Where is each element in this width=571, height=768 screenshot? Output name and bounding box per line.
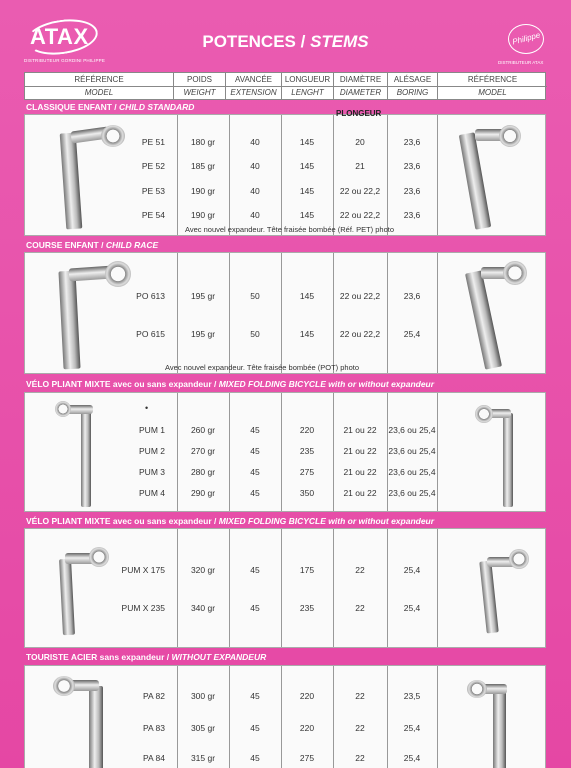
table-cell: 23,6 [403, 137, 421, 147]
logo-text: ATAX [30, 24, 89, 49]
table-cell: 23,6 ou 25,4 [388, 446, 436, 456]
table-cell: 25,4 [403, 565, 421, 575]
table-cell: 175 [299, 565, 315, 575]
table-cell: 315 gr [190, 753, 216, 763]
column-label: WEIGHT [183, 88, 216, 97]
section-title-part: VÉLO PLIANT MIXTE avec ou sans expandeur / [26, 516, 219, 526]
table-cell: 40 [250, 186, 260, 196]
table-row [25, 210, 545, 222]
column-label: MODEL [478, 88, 507, 97]
column-divider [387, 529, 388, 647]
table-row [25, 753, 545, 765]
table-cell: 45 [250, 603, 260, 613]
table-row [25, 565, 545, 577]
column-reference [25, 73, 173, 99]
table-cell: 275 [299, 467, 315, 477]
table-cell: 45 [250, 753, 260, 763]
table-cell: 50 [250, 291, 260, 301]
table-cell: PA 83 [142, 723, 165, 733]
table-cell: 22 [355, 753, 365, 763]
table-cell: 25,4 [403, 753, 421, 763]
table-cell: 21 ou 22 [343, 425, 377, 435]
table-cell: 25,4 [403, 603, 421, 613]
table-cell: 340 gr [190, 603, 216, 613]
table-cell: 45 [250, 425, 260, 435]
stem-photo-right [461, 261, 531, 371]
table-cell: 22 ou 22,2 [339, 186, 381, 196]
table-cell: PUM 2 [139, 446, 165, 456]
table-cell: 21 [355, 161, 365, 171]
table-row [25, 329, 545, 341]
section-child-race [24, 252, 546, 374]
section-title-part: CHILD RACE [105, 240, 159, 250]
column-divider [229, 253, 230, 373]
column-reference-right [437, 73, 547, 99]
table-cell: 190 gr [190, 210, 216, 220]
table-cell: 180 gr [190, 137, 216, 147]
table-cell: 25,4 [403, 723, 421, 733]
section-note: Avec nouvel expandeur. Tête fraisée bombée (POT) photo [165, 363, 360, 372]
table-cell: 22 [355, 603, 365, 613]
table-cell: 20 [355, 137, 365, 147]
table-cell: 305 gr [190, 723, 216, 733]
table-cell: 45 [250, 488, 260, 498]
column-label: DIAMETER [339, 88, 382, 97]
table-cell: 21 ou 22 [343, 446, 377, 456]
table-cell: PA 84 [142, 753, 165, 763]
dot-mark: • [145, 403, 149, 413]
section-title-part: MIXED FOLDING BICYCLE with or without expandeur [218, 516, 435, 526]
section-title-part: WITHOUT EXPANDEUR [171, 652, 267, 662]
section-folding-bicycle-2 [24, 528, 546, 648]
section-touring-steel [24, 665, 546, 768]
table-cell: 40 [250, 137, 260, 147]
plongeur-label: PLONGEUR [336, 109, 382, 118]
column-divider [281, 529, 282, 647]
table-row [25, 291, 545, 303]
section-title-folding-1 [26, 379, 434, 389]
table-cell: PUM 3 [139, 467, 165, 477]
table-cell: 22 ou 22,2 [339, 329, 381, 339]
table-cell: 45 [250, 446, 260, 456]
table-row [25, 137, 545, 149]
section-title-child-race [26, 240, 158, 250]
table-cell: 23,6 [403, 291, 421, 301]
table-cell: 21 ou 22 [343, 467, 377, 477]
column-label: RÉFÉRENCE [25, 73, 173, 87]
table-cell: 235 [299, 446, 315, 456]
column-divider [229, 529, 230, 647]
section-title-folding-2 [26, 516, 434, 526]
table-cell: 23,6 [403, 161, 421, 171]
table-cell: PUM X 235 [121, 603, 165, 613]
table-cell: 260 gr [190, 425, 216, 435]
table-cell: 145 [299, 291, 315, 301]
table-cell: 145 [299, 210, 315, 220]
table-cell: 350 [299, 488, 315, 498]
table-cell: PUM 1 [139, 425, 165, 435]
column-length [281, 73, 333, 99]
table-cell: 195 gr [190, 329, 216, 339]
table-cell: 23,6 [403, 186, 421, 196]
section-title-part: CHILD STANDARD [119, 102, 195, 112]
badge-subtitle: DISTRIBUTEUR ATAX [498, 60, 544, 65]
table-cell: 145 [299, 329, 315, 339]
table-row [25, 691, 545, 703]
table-cell: 145 [299, 137, 315, 147]
table-cell: PE 52 [141, 161, 165, 171]
stem-part [475, 405, 493, 423]
table-cell: 40 [250, 210, 260, 220]
table-cell: 145 [299, 161, 315, 171]
section-title-part: CLASSIQUE ENFANT / [26, 102, 120, 112]
column-label: LENGHT [291, 88, 324, 97]
table-cell: PE 54 [141, 210, 165, 220]
section-folding-bicycle-1 [24, 392, 546, 512]
table-row [25, 723, 545, 735]
table-cell: 300 gr [190, 691, 216, 701]
table-cell: 145 [299, 186, 315, 196]
table-cell: 275 [299, 753, 315, 763]
column-divider [281, 253, 282, 373]
table-cell: 23,6 ou 25,4 [388, 467, 436, 477]
table-cell: 22 ou 22,2 [339, 210, 381, 220]
section-title-part: COURSE ENFANT / [26, 240, 106, 250]
table-row [25, 186, 545, 198]
table-cell: 40 [250, 161, 260, 171]
section-title-part: MIXED FOLDING BICYCLE with or without expandeur [218, 379, 435, 389]
table-cell: 22 [355, 691, 365, 701]
table-cell: 22 ou 22,2 [339, 291, 381, 301]
table-cell: 220 [299, 723, 315, 733]
column-divider [333, 253, 334, 373]
column-label: LONGUEUR [282, 73, 333, 87]
table-cell: 270 gr [190, 446, 216, 456]
table-cell: 320 gr [190, 565, 216, 575]
column-weight [173, 73, 225, 99]
stem-photo-left [53, 545, 123, 639]
section-title-part: VÉLO PLIANT MIXTE avec ou sans expandeur / [26, 379, 219, 389]
logo-subtitle: DISTRIBUTEUR GORDINI PHILIPPE [24, 58, 106, 63]
column-divider [437, 253, 438, 373]
column-label: RÉFÉRENCE [438, 73, 547, 87]
column-label: DIAMÈTRE [334, 73, 387, 87]
section-note: Avec nouvel expandeur. Tête fraisée bombée (Réf. PET) photo [185, 225, 395, 234]
table-row [25, 425, 545, 437]
stem-part [105, 261, 131, 287]
section-child-standard [24, 109, 546, 236]
table-cell: 22 [355, 723, 365, 733]
column-diameter [333, 73, 387, 99]
stem-part [55, 401, 71, 417]
table-cell: 195 gr [190, 291, 216, 301]
section-title-child-standard [26, 102, 194, 112]
table-cell: PE 53 [141, 186, 165, 196]
stem-part [465, 270, 502, 369]
column-divider [437, 529, 438, 647]
table-cell: 190 gr [190, 186, 216, 196]
column-label: MODEL [84, 88, 114, 97]
table-row [25, 603, 545, 615]
table-row [25, 161, 545, 173]
title-english: STEMS [310, 32, 369, 51]
table-cell: 45 [250, 467, 260, 477]
table-cell: PA 82 [142, 691, 165, 701]
table-cell: 220 [299, 691, 315, 701]
column-label: EXTENSION [230, 88, 277, 97]
table-row [25, 488, 545, 500]
table-cell: 21 ou 22 [343, 488, 377, 498]
table-cell: 220 [299, 425, 315, 435]
column-divider [387, 253, 388, 373]
column-divider [177, 253, 178, 373]
table-cell: 290 gr [190, 488, 216, 498]
table-cell: 280 gr [190, 467, 216, 477]
table-cell: 23,6 ou 25,4 [388, 488, 436, 498]
stem-part [89, 547, 109, 567]
table-cell: 45 [250, 565, 260, 575]
table-cell: 23,6 [403, 210, 421, 220]
table-cell: 45 [250, 723, 260, 733]
section-title-part: TOURISTE ACIER sans expandeur / [26, 652, 172, 662]
column-label: ALÉSAGE [388, 73, 437, 87]
section-title-touring-steel [26, 652, 266, 662]
stem-photo-left [53, 261, 133, 371]
table-cell: 25,4 [403, 329, 421, 339]
column-label: BORING [396, 88, 429, 97]
column-divider [177, 529, 178, 647]
philippe-badge [498, 22, 550, 68]
column-extension [225, 73, 281, 99]
column-boring [387, 73, 437, 99]
stem-photo-right [477, 547, 537, 637]
badge-name: Philippe [511, 30, 542, 47]
column-label: AVANCÉE [226, 73, 281, 87]
table-row [25, 467, 545, 479]
table-cell: 45 [250, 691, 260, 701]
table-row [25, 446, 545, 458]
table-cell: 23,5 [403, 691, 421, 701]
table-cell: 185 gr [190, 161, 216, 171]
table-cell: PUM X 175 [121, 565, 165, 575]
stem-part [503, 261, 527, 285]
column-divider [333, 529, 334, 647]
title-french: POTENCES / [202, 32, 311, 51]
column-label: POIDS [174, 73, 225, 87]
table-cell: 23,6 ou 25,4 [388, 425, 436, 435]
table-cell: PO 615 [136, 329, 165, 339]
stem-part [58, 271, 80, 370]
column-header-table [24, 72, 546, 100]
table-cell: 235 [299, 603, 315, 613]
table-cell: PE 51 [141, 137, 165, 147]
table-cell: PO 613 [136, 291, 165, 301]
page-title [0, 32, 571, 52]
table-cell: 50 [250, 329, 260, 339]
table-cell: PUM 4 [139, 488, 165, 498]
table-cell: 22 [355, 565, 365, 575]
